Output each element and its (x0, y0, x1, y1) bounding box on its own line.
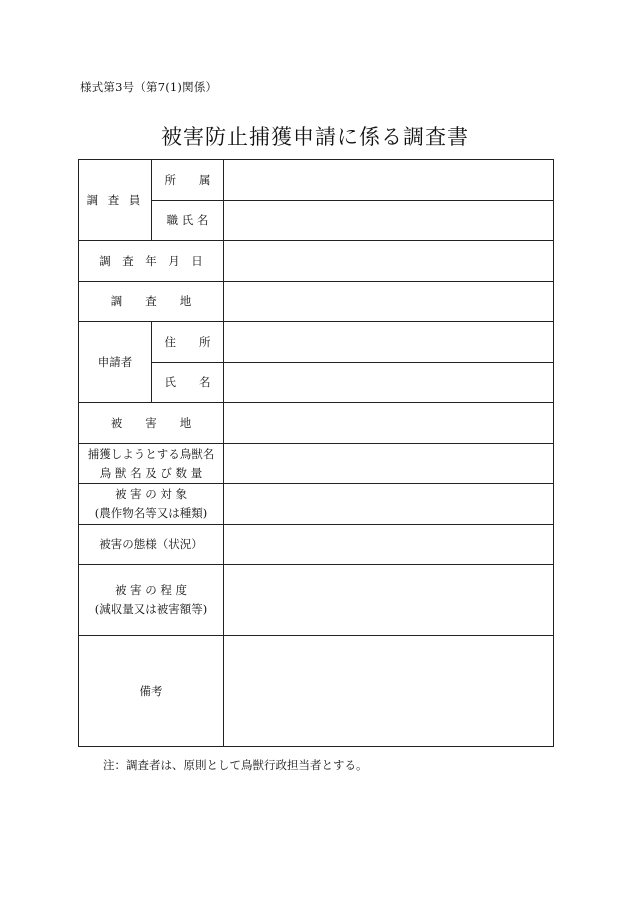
damage-degree-line2: (減収量又は被害額等) (94, 602, 208, 616)
target-animal-label (79, 444, 224, 484)
address-label: 住 所 (152, 322, 224, 363)
damage-target-line2: (農作物名等又は種類) (94, 506, 208, 520)
damage-degree-field[interactable] (224, 565, 554, 636)
document-title: 被害防止捕獲申請に係る調査書 (161, 125, 469, 149)
damage-degree-line1: 被 害 の 程 度 (114, 583, 188, 597)
position-name-label: 職 氏 名 (152, 201, 224, 241)
applicant-name-label: 氏 名 (152, 363, 224, 403)
survey-date-field[interactable] (224, 241, 554, 282)
target-animal-field[interactable] (224, 444, 554, 484)
damage-target-label (79, 484, 224, 525)
survey-location-label: 調 査 地 (79, 282, 224, 322)
affiliation-label: 所 属 (152, 160, 224, 201)
target-animal-line2: 鳥 獣 名 及 び 数 量 (99, 465, 203, 480)
survey-date-label: 調 査 年 月 日 (79, 241, 224, 282)
footnote: 注：調査者は、原則として鳥獣行政担当者とする。 (103, 758, 368, 772)
damage-situation-field[interactable] (224, 525, 554, 565)
damage-location-label: 被 害 地 (79, 403, 224, 444)
damage-degree-label (79, 565, 224, 636)
survey-table (78, 159, 554, 747)
remarks-field[interactable] (224, 636, 554, 747)
damage-target-field[interactable] (224, 484, 554, 525)
investigator-label: 調 査 員 (79, 160, 152, 241)
form-number: 様式第3号（第7(1)関係） (80, 80, 218, 94)
target-animal-line1: 捕獲しようとする鳥獣名 (87, 446, 215, 461)
applicant-name-field[interactable] (224, 363, 554, 403)
damage-situation-label: 被害の態様（状況） (79, 525, 224, 565)
damage-target-line1: 被 害 の 対 象 (114, 487, 188, 501)
address-field[interactable] (224, 322, 554, 363)
survey-location-field[interactable] (224, 282, 554, 322)
affiliation-field[interactable] (224, 160, 554, 201)
damage-location-field[interactable] (224, 403, 554, 444)
applicant-label: 申請者 (79, 322, 152, 403)
remarks-label: 備考 (79, 636, 224, 747)
position-name-field[interactable] (224, 201, 554, 241)
